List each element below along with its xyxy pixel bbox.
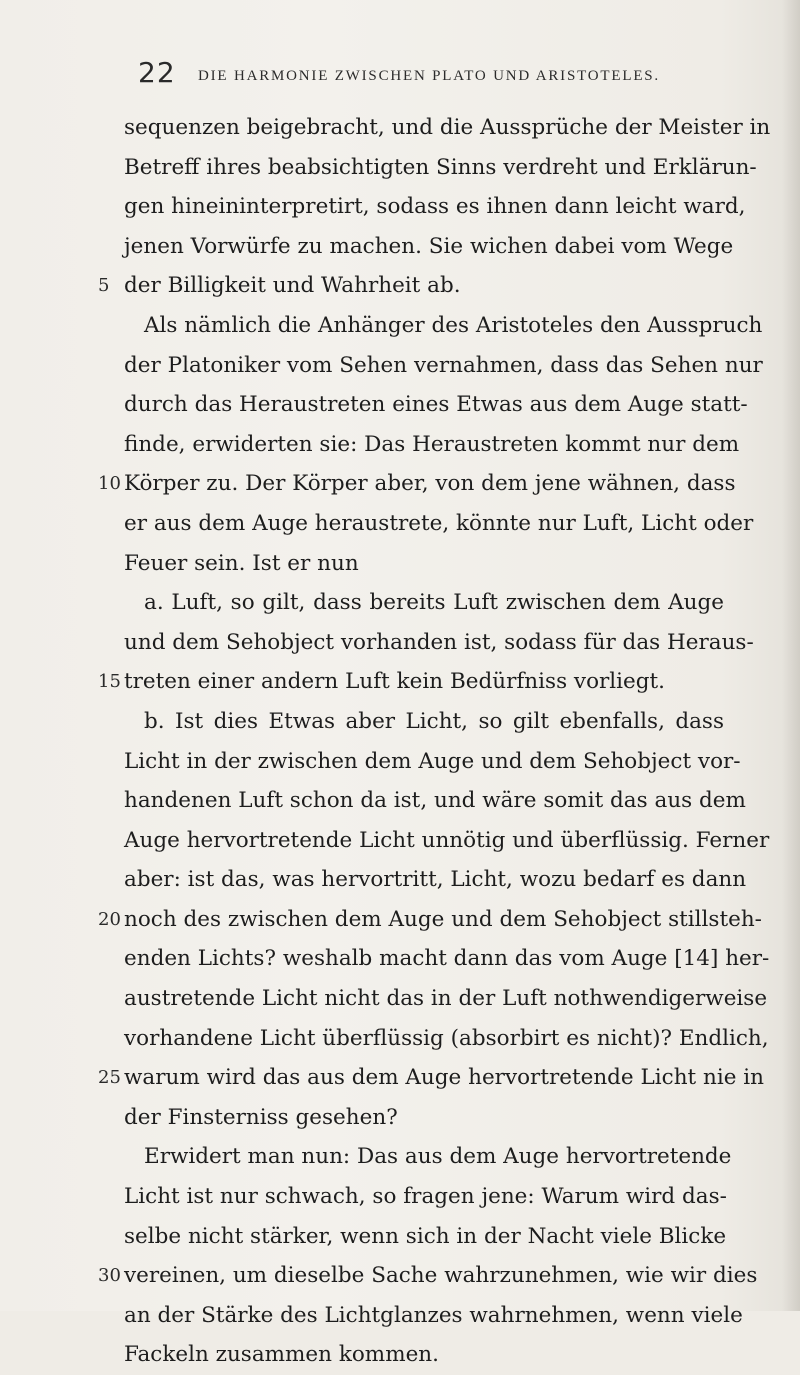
text-line bbox=[98, 1137, 738, 1177]
line-text: und dem Sehobject vorhanden ist, sodass für das Heraus- bbox=[124, 629, 754, 655]
line-number: 10 bbox=[98, 473, 121, 495]
running-head: DIE HARMONIE ZWISCHEN PLATO UND ARISTOTELES. bbox=[198, 68, 660, 84]
text-line bbox=[98, 939, 770, 979]
page-number: 22 bbox=[138, 56, 176, 89]
line-text: an der Stärke des Lichtglanzes wahrnehmen, wenn viele bbox=[124, 1302, 743, 1328]
line-text: Fackeln zusammen kommen. bbox=[124, 1342, 439, 1368]
text-line bbox=[98, 385, 748, 425]
text-line bbox=[98, 1296, 743, 1336]
text-line bbox=[98, 227, 738, 267]
line-text: handenen Luft schon da ist, und wäre somit das aus dem bbox=[124, 788, 746, 814]
line-text: treten einer andern Luft kein Bedürfniss vorliegt. bbox=[124, 669, 666, 695]
text-line bbox=[98, 1058, 765, 1098]
line-text: vereinen, um dieselbe Sache wahrzunehmen, wie wir dies bbox=[124, 1263, 758, 1289]
line-text: a. Luft, so gilt, dass bereits Luft zwischen dem Auge bbox=[144, 590, 724, 616]
text-line bbox=[98, 187, 746, 227]
text-line bbox=[98, 1256, 758, 1296]
line-text: jenen Vorwürfe zu machen. Sie wichen dabei vom Wege bbox=[124, 233, 734, 259]
text-line bbox=[98, 1177, 738, 1217]
line-text: der Billigkeit und Wahrheit ab. bbox=[124, 273, 461, 299]
line-text: warum wird das aus dem Auge hervortretende Licht nie in bbox=[124, 1065, 765, 1091]
text-line bbox=[98, 306, 763, 346]
text-line bbox=[98, 1335, 738, 1375]
page-header bbox=[138, 56, 698, 96]
line-text: enden Lichts? weshalb macht dann das vom Auge [14] her- bbox=[124, 946, 770, 972]
text-line bbox=[98, 1098, 738, 1138]
line-text: Auge hervortretende Licht unnötig und überflüssig. Ferner bbox=[124, 827, 770, 853]
text-line bbox=[98, 702, 738, 742]
line-text: aber: ist das, was hervortritt, Licht, wozu bedarf es dann bbox=[124, 867, 747, 893]
line-text: Licht ist nur schwach, so fragen jene: Warum wird das- bbox=[124, 1184, 727, 1210]
text-line bbox=[98, 346, 763, 386]
text-line bbox=[98, 1019, 769, 1059]
line-text: durch das Heraustreten eines Etwas aus dem Auge statt- bbox=[124, 392, 748, 418]
line-text: noch des zwischen dem Auge und dem Sehobject stillsteh- bbox=[124, 906, 762, 932]
text-line bbox=[98, 900, 762, 940]
line-text: finde, erwiderten sie: Das Heraustreten kommt nur dem bbox=[124, 431, 740, 457]
text-line bbox=[98, 148, 757, 188]
text-line bbox=[98, 979, 768, 1019]
line-number: 5 bbox=[98, 275, 110, 297]
line-number: 25 bbox=[98, 1067, 121, 1089]
line-text: Feuer sein. Ist er nun bbox=[124, 550, 359, 576]
line-text: Erwidert man nun: Das aus dem Auge hervortretende bbox=[144, 1144, 732, 1170]
line-text: austretende Licht nicht das in der Luft nothwendigerweise bbox=[124, 986, 768, 1012]
text-line bbox=[98, 266, 738, 306]
text-line bbox=[98, 108, 771, 148]
line-text: Körper zu. Der Körper aber, von dem jene wähnen, dass bbox=[124, 471, 736, 497]
text-line bbox=[98, 860, 747, 900]
line-text: selbe nicht stärker, wenn sich in der Nacht viele Blicke bbox=[124, 1223, 727, 1249]
text-line bbox=[98, 425, 738, 465]
line-text: Betreff ihres beabsichtigten Sinns verdreht und Erklärun- bbox=[124, 154, 757, 180]
text-line bbox=[98, 544, 738, 584]
page-edge-shadow bbox=[782, 0, 800, 1311]
line-text: b. Ist dies Etwas aber Licht, so gilt ebenfalls, dass bbox=[144, 708, 724, 734]
line-number: 20 bbox=[98, 908, 121, 930]
text-line bbox=[98, 504, 754, 544]
line-text: Als nämlich die Anhänger des Aristoteles den Ausspruch bbox=[144, 312, 763, 338]
line-number: 30 bbox=[98, 1265, 121, 1287]
line-text: gen hineininterpretirt, sodass es ihnen dann leicht ward, bbox=[124, 194, 746, 220]
text-line bbox=[98, 662, 738, 702]
line-text: sequenzen beigebracht, und die Aussprüche der Meister in bbox=[124, 115, 771, 140]
line-text: er aus dem Auge heraustrete, könnte nur Luft, Licht oder bbox=[124, 510, 754, 536]
text-line bbox=[98, 623, 754, 663]
line-text: vorhandene Licht überflüssig (absorbirt es nicht)? Endlich, bbox=[124, 1025, 769, 1051]
text-line bbox=[98, 742, 741, 782]
text-line bbox=[98, 464, 738, 504]
text-line bbox=[98, 583, 738, 623]
line-text: Licht in der zwischen dem Auge und dem Sehobject vor- bbox=[124, 748, 741, 774]
body-text bbox=[98, 108, 771, 1375]
text-line bbox=[98, 821, 770, 861]
line-number: 15 bbox=[98, 671, 121, 693]
line-text: der Platoniker vom Sehen vernahmen, dass das Sehen nur bbox=[124, 352, 763, 378]
text-line bbox=[98, 1217, 738, 1257]
line-text: der Finsterniss gesehen? bbox=[124, 1104, 398, 1130]
text-line bbox=[98, 781, 746, 821]
